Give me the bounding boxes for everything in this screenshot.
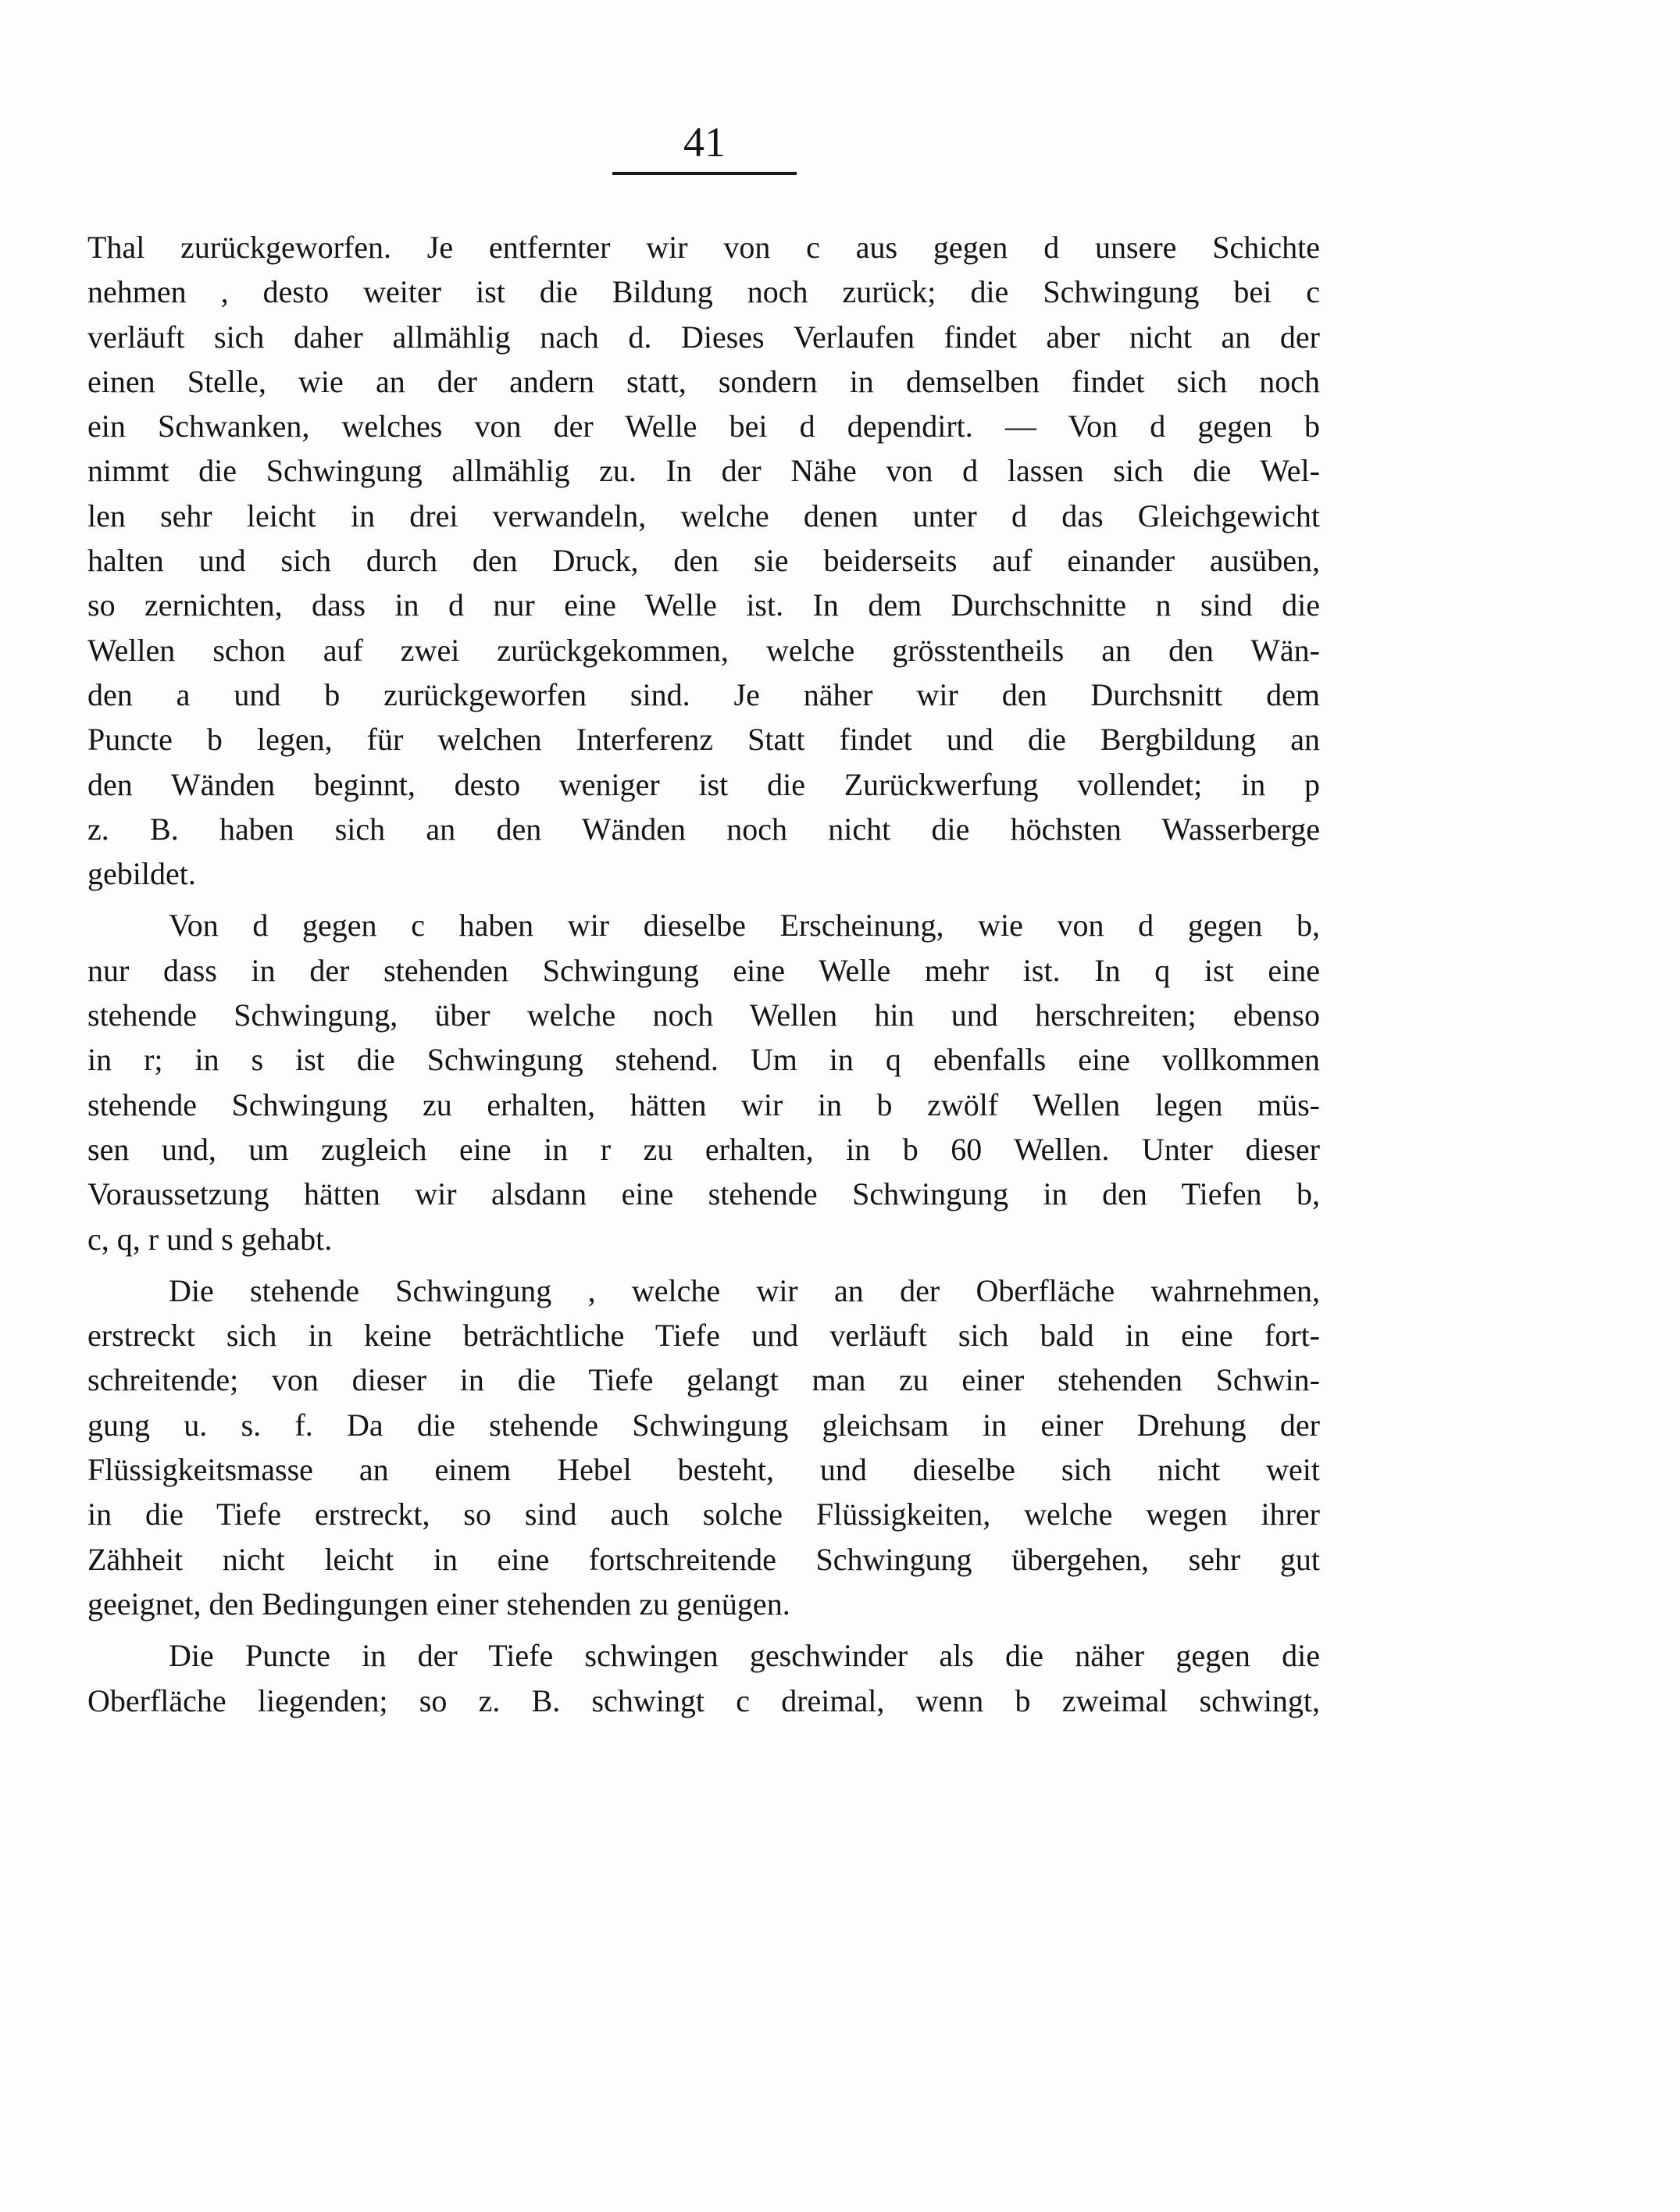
- text-line: Von d gegen c haben wir dieselbe Erscheinung, wie von d gegen b,: [169, 908, 1320, 944]
- text-line: Die stehende Schwingung , welche wir an der Oberfläche wahrnehmen,: [169, 1272, 1320, 1308]
- text-line: geeignet, den Bedingungen einer stehenden zu genügen.: [87, 1586, 790, 1622]
- text-line: so zernichten, dass in d nur eine Welle ist. In dem Durchschnitte n sind die: [87, 587, 1320, 623]
- text-line: len sehr leicht in drei verwandeln, welche denen unter d das Gleichgewicht: [87, 498, 1320, 533]
- text-line: in die Tiefe erstreckt, so sind auch solche Flüssigkeiten, welche wegen ihrer: [87, 1497, 1320, 1532]
- text-line: ein Schwanken, welches von der Welle bei d dependirt. — Von d gegen b: [87, 409, 1320, 444]
- text-line: erstreckt sich in keine beträchtliche Tiefe und verläuft sich bald in eine fort-: [87, 1318, 1320, 1354]
- text-line: verläuft sich daher allmählig nach d. Dieses Verlaufen findet aber nicht an der: [87, 319, 1320, 355]
- text-line: in r; in s ist die Schwingung stehend. Um in q ebenfalls eine vollkommen: [87, 1042, 1320, 1078]
- text-line: sen und, um zugleich eine in r zu erhalten, in b 60 Wellen. Unter dieser: [87, 1131, 1320, 1167]
- text-line: nehmen , desto weiter ist die Bildung noch zurück; die Schwingung bei c: [87, 274, 1320, 310]
- page-number: 41: [683, 119, 726, 166]
- text-line: stehende Schwingung, über welche noch Wellen hin und herschreiten; ebenso: [87, 997, 1320, 1033]
- page-number-rule: [612, 172, 797, 175]
- text-line: c, q, r und s gehabt.: [87, 1221, 333, 1257]
- body-text: [87, 225, 1320, 1723]
- text-line: gung u. s. f. Da die stehende Schwingung gleichsam in einer Drehung der: [87, 1407, 1320, 1443]
- text-line: stehende Schwingung zu erhalten, hätten wir in b zwölf Wellen legen müs-: [87, 1086, 1320, 1122]
- text-line: Die Puncte in der Tiefe schwingen geschwinder als die näher gegen die: [169, 1638, 1320, 1674]
- text-line: halten und sich durch den Druck, den sie beiderseits auf einander ausüben,: [87, 543, 1320, 579]
- text-line: Oberfläche liegenden; so z. B. schwingt c dreimal, wenn b zweimal schwingt,: [87, 1682, 1320, 1718]
- text-line: nur dass in der stehenden Schwingung eine Welle mehr ist. In q ist eine: [87, 952, 1320, 988]
- text-line: gebildet.: [87, 856, 196, 892]
- text-line: Voraussetzung hätten wir alsdann eine stehende Schwingung in den Tiefen b,: [87, 1176, 1320, 1212]
- text-line: nimmt die Schwingung allmählig zu. In der Nähe von d lassen sich die Wel-: [87, 453, 1320, 489]
- text-line: Wellen schon auf zwei zurückgekommen, welche grösstentheils an den Wän-: [87, 632, 1320, 668]
- text-line: einen Stelle, wie an der andern statt, sondern in demselben findet sich noch: [87, 363, 1320, 399]
- text-line: den a und b zurückgeworfen sind. Je näher wir den Durchsnitt dem: [87, 676, 1320, 712]
- text-line: z. B. haben sich an den Wänden noch nicht die höchsten Wasserberge: [87, 811, 1320, 847]
- text-line: Flüssigkeitsmasse an einem Hebel besteht, und dieselbe sich nicht weit: [87, 1452, 1320, 1488]
- text-line: Zähheit nicht leicht in eine fortschreitende Schwingung übergehen, sehr gut: [87, 1541, 1320, 1577]
- text-line: Puncte b legen, für welchen Interferenz Statt findet und die Bergbildung an: [87, 722, 1320, 758]
- text-line: schreitende; von dieser in die Tiefe gelangt man zu einer stehenden Schwin-: [87, 1362, 1320, 1398]
- text-line: den Wänden beginnt, desto weniger ist die Zurückwerfung vollendet; in p: [87, 766, 1320, 802]
- text-line: Thal zurückgeworfen. Je entfernter wir von c aus gegen d unsere Schichte: [87, 230, 1320, 265]
